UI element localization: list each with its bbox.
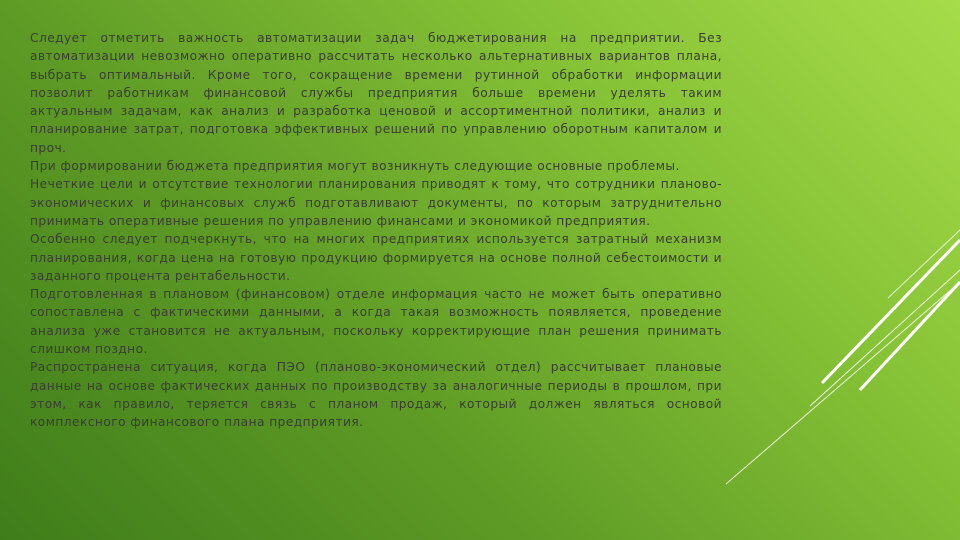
paragraph-cost-mechanism: Особенно следует подчеркнуть, что на многих предприятиях используется затратный механизм планирования, когда цена на готовую продукцию формируется на основе полной себестоимости и заданного процента рентабельности. [30, 232, 722, 283]
decor-line-2 [822, 240, 960, 383]
decor-line-3 [810, 270, 960, 406]
decor-line-4 [860, 282, 960, 390]
paragraph-unclear-goals: Нечеткие цели и отсутствие технологии планирования приводят к тому, что сотрудники планово-экономических и финансовых служб подготавливают документы, по которым затруднительно принимать оперативные решения по управлению финансами и экономикой предприятия. [30, 177, 722, 228]
decor-line-1 [888, 230, 960, 298]
paragraph-peo-situation: Распространена ситуация, когда ПЭО (планово-экономический отдел) рассчитывает плановые данные на основе фактических данных по производству за аналогичные периоды в прошлом, при этом, как правило, теряется связь с планом продаж, который должен являться основой комплексного финансового плана предприятия. [30, 360, 722, 430]
decor-line-5 [726, 282, 960, 484]
paragraph-automation-importance: Следует отметить важность автоматизации задач бюджетирования на предприятии. Без автоматизации невозможно оперативно рассчитать несколько альтернативных вариантов плана, выбрать оптимальный. Кроме того, сокращение времени рутинной обработки информации позволит работникам финансовой службы предприятия больше времени уделять таким актуальным задачам, как анализ и разработка ценовой и ассортиментной политики, анализ и планирование затрат, подготовка эффективных решений по управлению оборотным капиталом и проч. [30, 31, 722, 155]
paragraph-planning-info-delay: Подготовленная в плановом (финансовом) отделе информация часто не может быть оперативно сопоставлена с фактическими данными, а когда такая возможность появляется, проведение анализа уже становится не актуальным, поскольку корректирующие план решения принимать слишком поздно. [30, 287, 722, 357]
paragraph-budget-problems-intro: При формировании бюджета предприятия могут возникнуть следующие основные проблемы. [30, 159, 680, 174]
